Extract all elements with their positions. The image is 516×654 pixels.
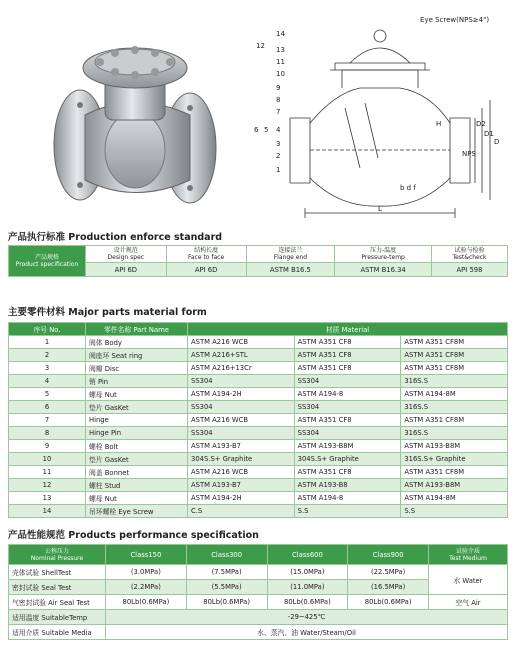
table-cell: ASTM A216+STL	[188, 349, 295, 362]
svg-text:12: 12	[256, 42, 265, 50]
table-row	[9, 453, 508, 466]
table-cell: ASTM A351 CF8M	[401, 336, 508, 349]
table-row	[9, 414, 508, 427]
table-cell: ASTM A351 CF8M	[401, 362, 508, 375]
table-cell: SS304	[294, 427, 401, 440]
svg-text:7: 7	[276, 108, 281, 116]
table-row	[9, 492, 508, 505]
table-cell: 6	[9, 401, 86, 414]
table-cell: 316S.S	[401, 427, 508, 440]
performance-table	[8, 544, 508, 640]
materials-title: 主要零件材料 Major parts material form	[8, 307, 207, 318]
table-cell: 销 Pin	[86, 375, 188, 388]
table-cell: SS304	[188, 375, 295, 388]
temp-row: 适用温度 SuitableTemp -29~425℃	[9, 610, 508, 625]
svg-text:D1: D1	[484, 130, 494, 138]
svg-text:D: D	[494, 138, 500, 146]
table-cell: 4	[9, 375, 86, 388]
table-cell: ASTM A216 WCB	[188, 336, 295, 349]
svg-text:14: 14	[276, 30, 285, 38]
table-cell: ASTM A193-B7	[188, 440, 295, 453]
table-cell: 316S.S	[401, 375, 508, 388]
table-cell: 阀瓣 Disc	[86, 362, 188, 375]
table-row	[9, 388, 508, 401]
table-cell: Hinge Pin	[86, 427, 188, 440]
standard-title: 产品执行标准 Production enforce standard	[8, 232, 223, 243]
table-cell: 阀体 Body	[86, 336, 188, 349]
table-cell: ASTM A194-8M	[401, 388, 508, 401]
table-cell: 3	[9, 362, 86, 375]
table-cell: ASTM A194-8	[294, 388, 401, 401]
table-row	[9, 479, 508, 492]
table-cell: ASTM A351 CF8	[294, 362, 401, 375]
table-cell: ASTM A351 CF8	[294, 414, 401, 427]
table-cell: ASTM A194-8M	[401, 492, 508, 505]
table-cell: 螺母 Nut	[86, 492, 188, 505]
table-cell: 304S.S+ Graphite	[188, 453, 295, 466]
svg-text:10: 10	[276, 70, 285, 78]
table-cell: SS304	[188, 401, 295, 414]
table-cell: 5	[9, 388, 86, 401]
svg-text:b d f: b d f	[400, 184, 416, 192]
spec-header: 产品规格 Product specification	[9, 246, 86, 277]
materials-table	[8, 322, 508, 518]
table-row	[9, 336, 508, 349]
svg-text:3: 3	[276, 140, 281, 148]
table-cell: 螺柱 Stud	[86, 479, 188, 492]
standard-header-row: 产品规格 Product specification 设计规范 Design spec 结构长度 Face to face 连接法兰 Flange end 压力-温度 Pressure-temp 试验与检验 Test&check	[9, 246, 508, 263]
svg-text:NPS: NPS	[462, 150, 476, 158]
table-cell: ASTM A216 WCB	[188, 414, 295, 427]
table-row	[9, 505, 508, 518]
table-cell: ASTM A351 CF8M	[401, 414, 508, 427]
table-row	[9, 440, 508, 453]
table-cell: ASTM A194-8	[294, 492, 401, 505]
table-cell: 垫片 GasKet	[86, 401, 188, 414]
svg-text:L: L	[378, 205, 382, 213]
table-cell: 阀座环 Seat ring	[86, 349, 188, 362]
table-cell: ASTM A193-B8M	[294, 440, 401, 453]
svg-text:6: 6	[254, 126, 259, 134]
table-row	[9, 349, 508, 362]
valve-section-drawing	[250, 8, 512, 223]
table-cell: ASTM A194-2H	[188, 388, 295, 401]
svg-text:2: 2	[276, 152, 281, 160]
svg-text:5: 5	[264, 126, 269, 134]
table-cell: 11	[9, 466, 86, 479]
standard-table	[8, 245, 508, 277]
table-cell: ASTM A351 CF8	[294, 349, 401, 362]
svg-text:H: H	[436, 120, 442, 128]
svg-text:D2: D2	[476, 120, 486, 128]
table-cell: ASTM A351 CF8	[294, 336, 401, 349]
table-cell: ASTM A351 CF8	[294, 466, 401, 479]
table-row	[9, 401, 508, 414]
table-cell: SS304	[294, 401, 401, 414]
table-cell: Hinge	[86, 414, 188, 427]
air-seal-test-row: 气密封试验 Air Seal Test 80Lb(0.6MPa) 80Lb(0.6MPa) 80Lb(0.6MPa) 80Lb(0.6MPa) 空气 Air	[9, 595, 508, 610]
table-cell: 吊环螺栓 Eye Screw	[86, 505, 188, 518]
media-row: 适用介质 Suitable Media 水、蒸汽、油 Water/Steam/Oil	[9, 625, 508, 640]
shell-test-row: 壳体试验 ShellTest (3.0MPa) (7.5MPa) (15.0MPa) (22.5MPa) 水 Water	[9, 565, 508, 580]
table-cell: ASTM A351 CF8M	[401, 466, 508, 479]
table-cell: S.S	[294, 505, 401, 518]
table-cell: 14	[9, 505, 86, 518]
svg-text:11: 11	[276, 58, 285, 66]
table-cell: 316S.S	[401, 401, 508, 414]
materials-header-row: 序号 No. 零件名称 Part Name 材质 Material	[9, 323, 508, 336]
table-cell: 垫片 GasKet	[86, 453, 188, 466]
table-cell: C.S	[188, 505, 295, 518]
table-cell: 304S.S+ Graphite	[294, 453, 401, 466]
table-cell: 8	[9, 427, 86, 440]
table-cell: ASTM A193-B8	[294, 479, 401, 492]
table-cell: 13	[9, 492, 86, 505]
table-cell: ASTM A216+13Cr	[188, 362, 295, 375]
table-cell: 316S.S+ Graphite	[401, 453, 508, 466]
seal-test-row: 密封试验 Seal Test (2.2MPa) (5.5MPa) (11.0MPa) (16.5MPa)	[9, 580, 508, 595]
table-row	[9, 427, 508, 440]
table-row	[9, 466, 508, 479]
svg-text:9: 9	[276, 84, 281, 92]
performance-header-row: 公称压力 Nominal Pressure Class150 Class300 Class600 Class900 试验介质 Test Medium	[9, 545, 508, 565]
table-cell: 1	[9, 336, 86, 349]
table-cell: 2	[9, 349, 86, 362]
table-cell: 阀盖 Bonnet	[86, 466, 188, 479]
table-cell: ASTM A351 CF8M	[401, 349, 508, 362]
table-cell: ASTM A193-B8M	[401, 479, 508, 492]
table-cell: ASTM A216 WCB	[188, 466, 295, 479]
valve-photo	[40, 20, 230, 220]
table-cell: 螺母 Nut	[86, 388, 188, 401]
table-cell: ASTM A193-B8M	[401, 440, 508, 453]
svg-text:4: 4	[276, 126, 281, 134]
svg-text:8: 8	[276, 96, 281, 104]
label-eye-screw: Eye Screw(NPS≥4")	[420, 16, 490, 24]
table-cell: 9	[9, 440, 86, 453]
table-cell: SS304	[294, 375, 401, 388]
standard-value-row: API 6D API 6D ASTM B16.5 ASTM B16.34 API 598	[9, 263, 508, 277]
svg-text:1: 1	[276, 166, 281, 174]
table-cell: 7	[9, 414, 86, 427]
table-cell: S.S	[401, 505, 508, 518]
table-cell: 12	[9, 479, 86, 492]
table-row	[9, 362, 508, 375]
table-cell: ASTM A193-B7	[188, 479, 295, 492]
table-cell: ASTM A194-2H	[188, 492, 295, 505]
product-illustrations	[0, 0, 516, 228]
table-cell: 10	[9, 453, 86, 466]
performance-title: 产品性能规范 Products performance specification	[8, 530, 259, 541]
table-row	[9, 375, 508, 388]
svg-text:13: 13	[276, 46, 285, 54]
table-cell: 螺栓 Bolt	[86, 440, 188, 453]
table-cell: SS304	[188, 427, 295, 440]
